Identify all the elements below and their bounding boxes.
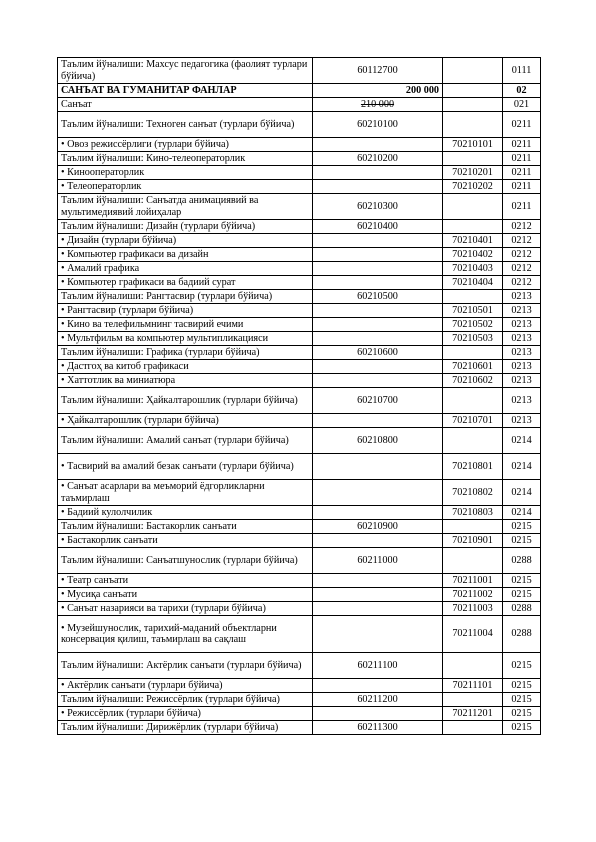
table-row [58, 262, 541, 276]
cell-number: 021 [503, 98, 541, 112]
cell-code [313, 180, 443, 194]
cell-subcode [443, 152, 503, 166]
cell-code [313, 360, 443, 374]
cell-number: 0215 [503, 707, 541, 721]
table-row [58, 290, 541, 304]
cell-name: • Кинооператорлик [58, 166, 313, 180]
cell-code: 60210400 [313, 220, 443, 234]
cell-number: 0212 [503, 276, 541, 290]
cell-name: Таълим йўналиши: Графика (турлари бўйича) [58, 346, 313, 360]
table-row [58, 602, 541, 616]
table-row [58, 180, 541, 194]
cell-subcode [443, 721, 503, 735]
cell-number: 0215 [503, 574, 541, 588]
cell-subcode [443, 388, 503, 414]
cell-code: 60210300 [313, 194, 443, 220]
cell-subcode [443, 58, 503, 84]
cell-name: • Амалий графика [58, 262, 313, 276]
table-row [58, 480, 541, 506]
cell-name: • Компьютер графикаси ва бадиий сурат [58, 276, 313, 290]
cell-code [313, 506, 443, 520]
cell-subcode [443, 520, 503, 534]
cell-name: • Режиссёрлик (турлари бўйича) [58, 707, 313, 721]
table-row [58, 721, 541, 735]
table-row [58, 276, 541, 290]
cell-number: 0215 [503, 721, 541, 735]
cell-name: • Дизайн (турлари бўйича) [58, 234, 313, 248]
cell-code: 60210200 [313, 152, 443, 166]
table-row [58, 520, 541, 534]
cell-subcode: 70210502 [443, 318, 503, 332]
cell-subcode: 70210202 [443, 180, 503, 194]
cell-name: Таълим йўналиши: Бастакорлик санъати [58, 520, 313, 534]
table-row [58, 548, 541, 574]
table-row [58, 414, 541, 428]
table-row [58, 506, 541, 520]
cell-number: 0214 [503, 428, 541, 454]
cell-code [313, 318, 443, 332]
cell-subcode: 70211004 [443, 616, 503, 653]
cell-number: 02 [503, 84, 541, 98]
cell-name: САНЪАТ ВА ГУМАНИТАР ФАНЛАР [58, 84, 313, 98]
cell-subcode: 70210201 [443, 166, 503, 180]
cell-subcode [443, 653, 503, 679]
cell-code: 60211100 [313, 653, 443, 679]
cell-code [313, 616, 443, 653]
cell-number: 0214 [503, 506, 541, 520]
cell-name: Таълим йўналиши: Кино-телеоператорлик [58, 152, 313, 166]
table-row [58, 346, 541, 360]
cell-name: Таълим йўналиши: Режиссёрлик (турлари бўйича) [58, 693, 313, 707]
cell-name: Таълим йўналиши: Дизайн (турлари бўйича) [58, 220, 313, 234]
cell-name: • Мультфильм ва компьютер мультипликацияси [58, 332, 313, 346]
cell-number: 0215 [503, 693, 541, 707]
cell-number: 0215 [503, 520, 541, 534]
cell-number: 0215 [503, 588, 541, 602]
cell-subcode [443, 290, 503, 304]
cell-number: 0213 [503, 388, 541, 414]
cell-number: 0213 [503, 332, 541, 346]
cell-number: 0212 [503, 248, 541, 262]
cell-number: 0213 [503, 318, 541, 332]
cell-subcode [443, 112, 503, 138]
cell-name: • Хаттотлик ва миниатюра [58, 374, 313, 388]
cell-name: Таълим йўналиши: Техноген санъат (турлари бўйича) [58, 112, 313, 138]
cell-number: 0212 [503, 220, 541, 234]
cell-subcode: 70210101 [443, 138, 503, 152]
cell-number: 0213 [503, 414, 541, 428]
cell-subcode: 70210501 [443, 304, 503, 318]
cell-number: 0111 [503, 58, 541, 84]
cell-subcode: 70211201 [443, 707, 503, 721]
cell-subcode [443, 220, 503, 234]
cell-code: 60210900 [313, 520, 443, 534]
cell-name: • Бадиий кулолчилик [58, 506, 313, 520]
cell-subcode: 70210803 [443, 506, 503, 520]
cell-name: • Мусиқа санъати [58, 588, 313, 602]
cell-subcode [443, 84, 503, 98]
table-row [58, 707, 541, 721]
table-row [58, 152, 541, 166]
cell-code: 60211300 [313, 721, 443, 735]
cell-number: 0288 [503, 616, 541, 653]
table-row [58, 679, 541, 693]
table-row [58, 166, 541, 180]
table-row [58, 574, 541, 588]
cell-name: Таълим йўналиши: Амалий санъат (турлари бўйича) [58, 428, 313, 454]
cell-number: 0211 [503, 166, 541, 180]
cell-name: • Актёрлик санъати (турлари бўйича) [58, 679, 313, 693]
cell-name: Таълим йўналиши: Ҳайкалтарошлик (турлари бўйича) [58, 388, 313, 414]
table-row [58, 374, 541, 388]
cell-code [313, 248, 443, 262]
cell-code [313, 262, 443, 276]
cell-name: Таълим йўналиши: Махсус педагогика (фаолият турлари бўйича) [58, 58, 313, 84]
cell-subcode: 70210801 [443, 454, 503, 480]
cell-number: 0211 [503, 112, 541, 138]
cell-number: 0212 [503, 234, 541, 248]
cell-subcode: 70210503 [443, 332, 503, 346]
table-row [58, 428, 541, 454]
table-row [58, 616, 541, 653]
cell-subcode: 70211101 [443, 679, 503, 693]
cell-code: 60210800 [313, 428, 443, 454]
table-row [58, 653, 541, 679]
cell-number: 0211 [503, 194, 541, 220]
cell-name: • Бастакорлик санъати [58, 534, 313, 548]
cell-code [313, 138, 443, 152]
cell-number: 0213 [503, 304, 541, 318]
table-row [58, 588, 541, 602]
cell-subcode: 70210802 [443, 480, 503, 506]
cell-code: 60210100 [313, 112, 443, 138]
cell-code [313, 574, 443, 588]
table-row [58, 534, 541, 548]
cell-code [313, 414, 443, 428]
cell-subcode: 70210701 [443, 414, 503, 428]
cell-number: 0215 [503, 679, 541, 693]
table-row [58, 304, 541, 318]
table-row [58, 388, 541, 414]
table-row [58, 332, 541, 346]
cell-subcode: 70211001 [443, 574, 503, 588]
cell-name: • Кино ва телефильмнинг тасвирий ечими [58, 318, 313, 332]
cell-subcode: 70210403 [443, 262, 503, 276]
cell-subcode [443, 346, 503, 360]
cell-code [313, 332, 443, 346]
table-row [58, 220, 541, 234]
cell-code: 60211200 [313, 693, 443, 707]
cell-name: Санъат [58, 98, 313, 112]
cell-code [313, 707, 443, 721]
table-row [58, 248, 541, 262]
table-row [58, 360, 541, 374]
cell-subcode [443, 98, 503, 112]
cell-code [313, 534, 443, 548]
cell-name: Таълим йўналиши: Рангтасвир (турлари бўйича) [58, 290, 313, 304]
cell-number: 0215 [503, 534, 541, 548]
cell-name: • Овоз режиссёрлиги (турлари бўйича) [58, 138, 313, 152]
cell-subcode: 70210901 [443, 534, 503, 548]
cell-name: • Компьютер графикаси ва дизайн [58, 248, 313, 262]
cell-name: Таълим йўналиши: Санъатшунослик (турлари бўйича) [58, 548, 313, 574]
cell-code: 60210600 [313, 346, 443, 360]
cell-number: 0211 [503, 152, 541, 166]
cell-subcode: 70210404 [443, 276, 503, 290]
cell-code [313, 480, 443, 506]
cell-subcode: 70211002 [443, 588, 503, 602]
cell-code: 200 000 [313, 84, 443, 98]
cell-number: 0211 [503, 138, 541, 152]
cell-name: • Тасвирий ва амалий безак санъати (турлари бўйича) [58, 454, 313, 480]
cell-subcode [443, 548, 503, 574]
table-row [58, 693, 541, 707]
cell-number: 0214 [503, 480, 541, 506]
cell-code [313, 588, 443, 602]
cell-subcode: 70210402 [443, 248, 503, 262]
cell-name: • Санъат назарияси ва тарихи (турлари бўйича) [58, 602, 313, 616]
cell-subcode: 70210601 [443, 360, 503, 374]
cell-name: • Дастгоҳ ва китоб графикаси [58, 360, 313, 374]
cell-name: • Ҳайкалтарошлик (турлари бўйича) [58, 414, 313, 428]
cell-number: 0211 [503, 180, 541, 194]
cell-code [313, 454, 443, 480]
cell-name: Таълим йўналиши: Дирижёрлик (турлари бўйича) [58, 721, 313, 735]
table-row [58, 58, 541, 84]
table-row [58, 138, 541, 152]
cell-code [313, 602, 443, 616]
cell-code: 60211000 [313, 548, 443, 574]
cell-number: 0213 [503, 346, 541, 360]
cell-name: • Санъат асарлари ва меъморий ёдгорликларни таъмирлаш [58, 480, 313, 506]
table-row [58, 194, 541, 220]
cell-code [313, 374, 443, 388]
cell-code [313, 166, 443, 180]
cell-number: 0215 [503, 653, 541, 679]
table-row [58, 454, 541, 480]
cell-name: • Телеоператорлик [58, 180, 313, 194]
cell-code [313, 679, 443, 693]
cell-number: 0213 [503, 360, 541, 374]
table-row [58, 234, 541, 248]
cell-code: 210 000 [313, 98, 443, 112]
cell-subcode: 70211003 [443, 602, 503, 616]
cell-subcode [443, 194, 503, 220]
cell-number: 0288 [503, 548, 541, 574]
cell-subcode [443, 428, 503, 454]
cell-code: 60210500 [313, 290, 443, 304]
cell-number: 0213 [503, 374, 541, 388]
table-row [58, 318, 541, 332]
cell-number: 0214 [503, 454, 541, 480]
table-body [58, 58, 541, 735]
cell-name: Таълим йўналиши: Санъатда анимациявий ва мультимедиявий лойиҳалар [58, 194, 313, 220]
cell-number: 0213 [503, 290, 541, 304]
table-row [58, 98, 541, 112]
cell-number: 0212 [503, 262, 541, 276]
cell-code [313, 304, 443, 318]
cell-subcode: 70210602 [443, 374, 503, 388]
cell-code: 60210700 [313, 388, 443, 414]
table-row [58, 84, 541, 98]
cell-name: Таълим йўналиши: Актёрлик санъати (турлари бўйича) [58, 653, 313, 679]
cell-name: • Театр санъати [58, 574, 313, 588]
classifier-table [57, 57, 541, 735]
cell-code: 60112700 [313, 58, 443, 84]
cell-code [313, 276, 443, 290]
cell-name: • Музейшунослик, тарихий-маданий объектларни консервация қилиш, таъмирлаш ва сақлаш [58, 616, 313, 653]
cell-subcode: 70210401 [443, 234, 503, 248]
cell-number: 0288 [503, 602, 541, 616]
cell-name: • Рангтасвир (турлари бўйича) [58, 304, 313, 318]
cell-subcode [443, 693, 503, 707]
table-row [58, 112, 541, 138]
cell-code [313, 234, 443, 248]
